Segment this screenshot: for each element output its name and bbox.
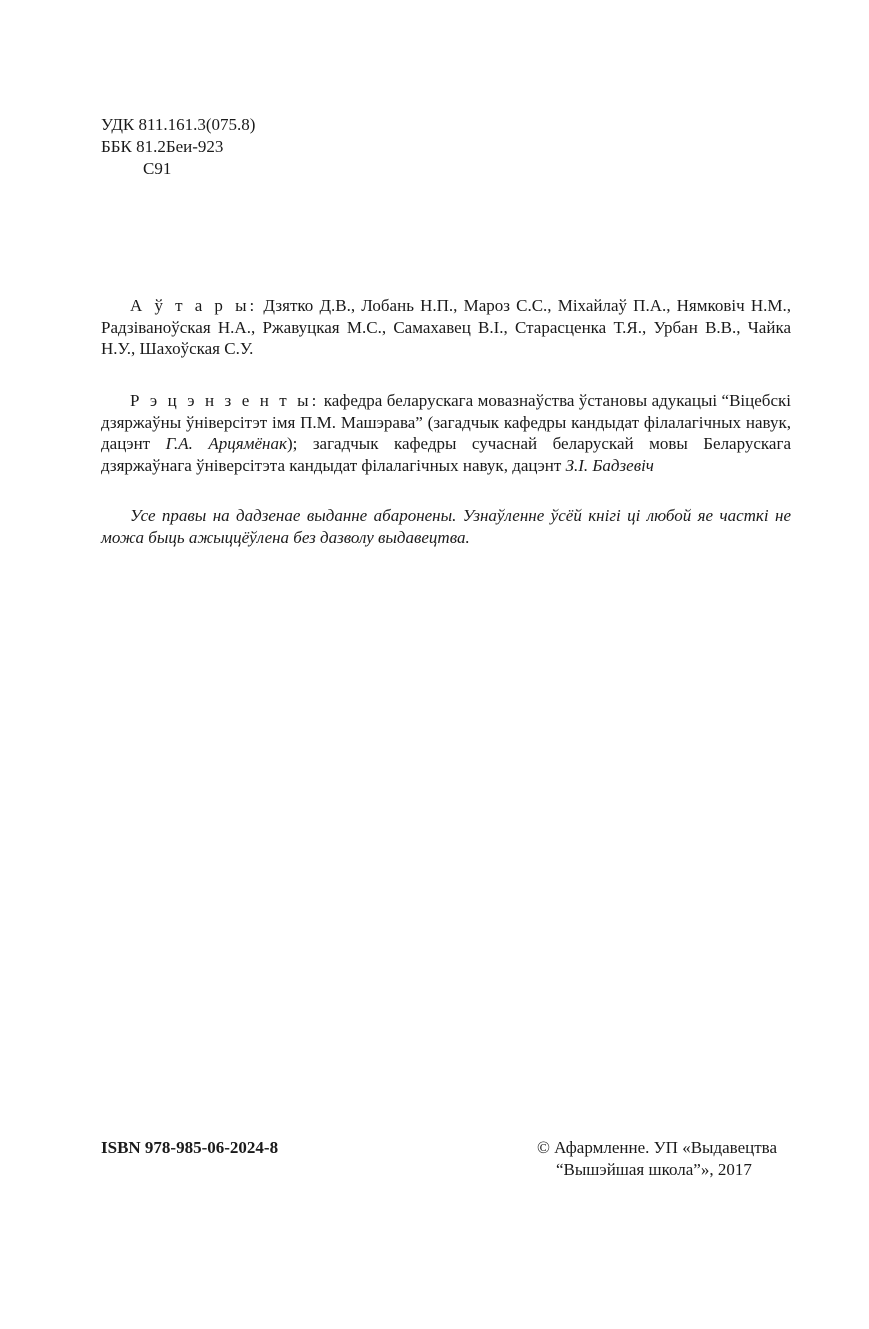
- authors-label: А ў т а р ы:: [130, 296, 258, 315]
- copyright-line-1: © Афармленне. УП «Выдавецтва: [537, 1138, 777, 1157]
- isbn: ISBN 978-985-06-2024-8: [101, 1138, 279, 1157]
- reviewers-label: Р э ц э н з е н т ы:: [130, 391, 320, 410]
- reviewer-name-1: Г.А. Арцямёнак: [165, 434, 287, 453]
- author-mark: С91: [143, 159, 172, 178]
- reviewer-name-2: З.І. Бадзевіч: [565, 455, 654, 475]
- copyright-line-2: “Вышэйшая школа”», 2017: [556, 1160, 752, 1179]
- classification-block: [101, 114, 255, 180]
- rights-notice: Усе правы на дадзенае выданне абаронены. Узнаўленне ўсёй кнігі ці любой яе часткі не можа быць ажыццёўлена без дазволу выдавецтва.: [101, 506, 791, 547]
- udk-code: УДК 811.161.3(075.8): [101, 115, 256, 134]
- reviewers-text-1: кафедра беларускага мовазнаўства ўстановы адукацыі “Віцебскі дзяржаўны ўніверсітэт імя П.М. Машэрава” (загадчык кафедры кандыдат філалагічных навук, дацэнт: [101, 391, 791, 453]
- reviewers-paragraph: [101, 390, 791, 476]
- authors-paragraph: [101, 295, 791, 360]
- bbk-code: ББК 81.2Беи-923: [101, 137, 224, 156]
- authors-list: Дзятко Д.В., Лобань Н.П., Мароз С.С., Міхайлаў П.А., Нямковіч Н.М., Радзіваноўская Н.А., Ржавуцкая М.С., Самахавец В.І., Старасценка Т.Я., Урбан В.В., Чайка Н.У., Шахоўская С.У.: [101, 296, 791, 358]
- copyright-block: [537, 1137, 777, 1181]
- reviewers-text-2: ); загадчык кафедры сучаснай беларускай мовы Беларускага дзяржаўнага ўніверсітэта кандыдат філалагічных навук, дацэнт: [101, 434, 791, 475]
